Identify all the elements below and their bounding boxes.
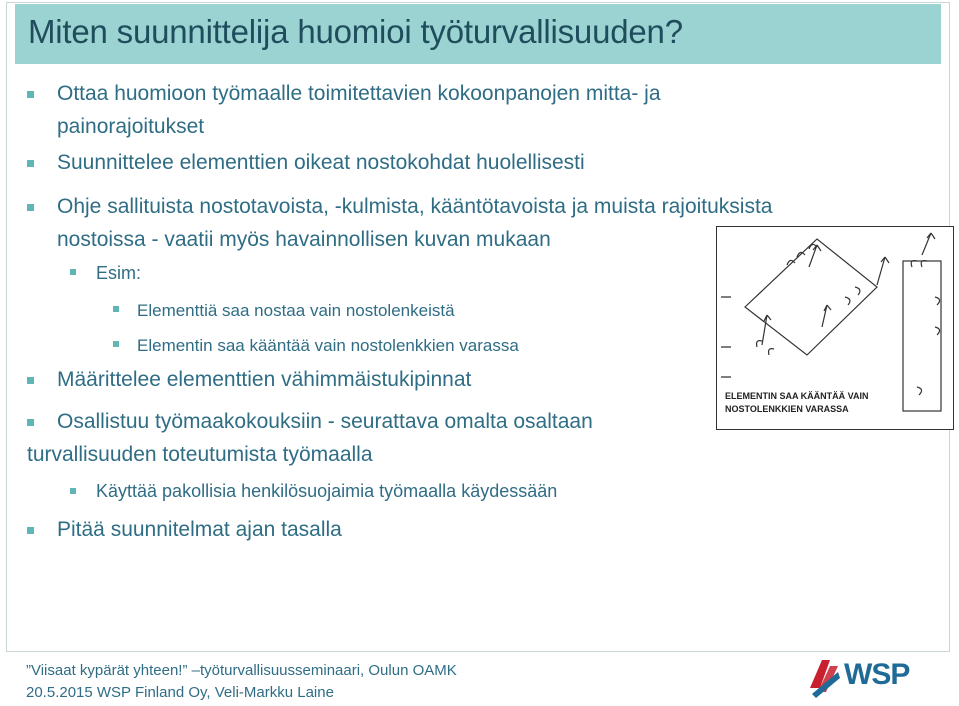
wsp-logo [808, 654, 910, 698]
bullet-4: Määrittelee elementtien vähimmäistukipinnat [57, 368, 472, 391]
bullet-1-line-1: Ottaa huomioon työmaalle toimitettavien kokoonpanojen mitta- ja [57, 82, 661, 105]
sub-bullet-marker [70, 488, 76, 494]
bullet-marker [27, 204, 34, 211]
footer-line-2: 20.5.2015 WSP Finland Oy, Veli-Markku Laine [26, 684, 334, 701]
bullet-marker [27, 377, 34, 384]
bullet-3-subsub-1: Elementtiä saa nostaa vain nostolenkeistä [137, 301, 455, 320]
bullet-5-line-1: Osallistuu työmaakokouksiin - seurattava omalta osaltaan [57, 410, 593, 433]
wsp-logo-text: WSP [844, 658, 910, 691]
vertical-element [903, 261, 941, 411]
bullet-3-sub: Esim: [96, 263, 141, 283]
bullet-marker [27, 527, 34, 534]
bullet-3-line-2: nostoissa - vaatii myös havainnollisen kuvan mukaan [57, 228, 551, 251]
tilted-element [745, 239, 877, 355]
footer-line-1: ”Viisaat kypärät yhteen!” –työturvallisuusseminaari, Oulun OAMK [26, 662, 457, 679]
sub-sub-bullet-marker [113, 341, 119, 347]
bullet-5-line-2: turvallisuuden toteutumista työmaalla [27, 443, 373, 466]
bullet-1-line-2: painorajoitukset [57, 115, 205, 138]
lifting-illustration [716, 226, 954, 430]
bullet-6: Pitää suunnitelmat ajan tasalla [57, 518, 342, 541]
illustration-caption-1: ELEMENTIN SAA KÄÄNTÄÄ VAIN [725, 391, 869, 401]
bullet-marker [27, 419, 34, 426]
sub-sub-bullet-marker [113, 306, 119, 312]
bullet-marker [27, 91, 34, 98]
bullet-marker [27, 160, 34, 167]
illustration-caption-2: NOSTOLENKKIEN VARASSA [725, 404, 849, 414]
bullet-5-sub: Käyttää pakollisia henkilösuojaimia työmaalla käydessään [96, 481, 558, 501]
bullet-3-line-1: Ohje sallituista nostotavoista, -kulmista, kääntötavoista ja muista rajoituksista [57, 195, 773, 218]
bullet-3-subsub-2: Elementin saa kääntää vain nostolenkkien varassa [137, 336, 519, 355]
slide-title: Miten suunnittelija huomioi työturvallisuuden? [28, 13, 683, 50]
sub-bullet-marker [70, 269, 76, 275]
bullet-2: Suunnittelee elementtien oikeat nostokohdat huolellisesti [57, 151, 585, 174]
